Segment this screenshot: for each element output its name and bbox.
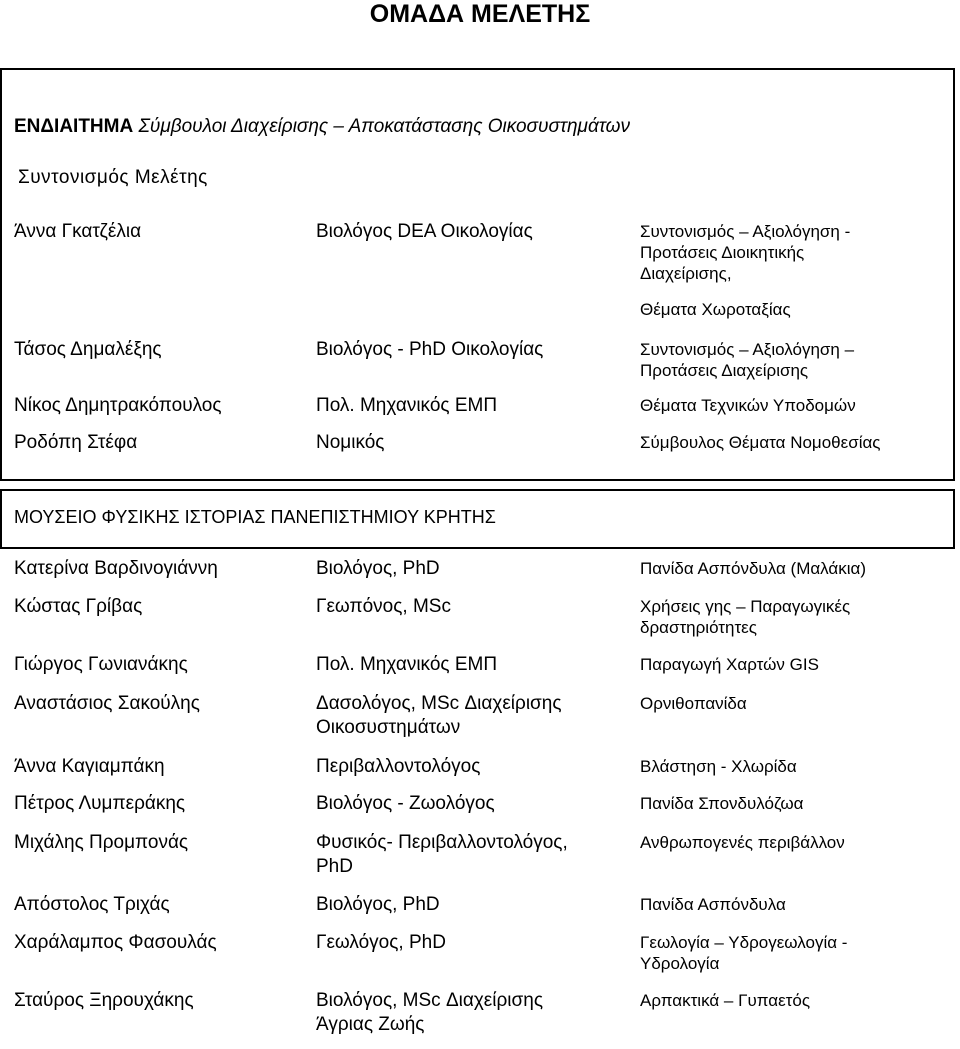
member-name: Απόστολος Τριχάς [14, 894, 170, 915]
member-name: Πέτρος Λυμπεράκης [14, 793, 186, 814]
member-name: Άννα Καγιαμπάκη [14, 756, 165, 777]
member-profession: Γεωπόνος, MSc [316, 596, 451, 617]
member-name: Κατερίνα Βαρδινογιάννη [14, 558, 218, 579]
page-title: ΟΜΑΔΑ ΜΕΛΕΤΗΣ [369, 0, 591, 28]
org-name: ΕΝΔΙΑΙΤΗΜΑ [14, 116, 134, 137]
member-profession: Φυσικός- Περιβαλλοντολόγος, PhD [316, 832, 568, 877]
member-name: Ροδόπη Στέφα [14, 432, 138, 453]
member-profession: Βιολόγος DEA Οικολογίας [316, 221, 533, 242]
member-profession: Βιολόγος, PhD [316, 894, 440, 915]
member-profession: Βιολόγος - Ζωολόγος [316, 793, 495, 814]
member-name: Σταύρος Ξηρουχάκης [14, 990, 194, 1011]
member-name: Αναστάσιος Σακούλης [14, 693, 200, 714]
member-profession: Πολ. Μηχανικός ΕΜΠ [316, 395, 498, 416]
section-heading-museum: ΜΟΥΣΕΙΟ ΦΥΣΙΚΗΣ ΙΣΤΟΡΙΑΣ ΠΑΝΕΠΙΣΤΗΜΙΟΥ ΚΡΗΤΗΣ [14, 507, 496, 527]
member-name: Χαράλαμπος Φασουλάς [14, 932, 217, 953]
member-role: Αρπακτικά – Γυπαετός [640, 991, 811, 1010]
member-role: Σύμβουλος Θέματα Νομοθεσίας [640, 433, 881, 452]
member-role: Παραγωγή Χαρτών GIS [640, 655, 819, 674]
member-name: Μιχάλης Προμπονάς [14, 832, 189, 853]
member-name: Κώστας Γρίβας [14, 596, 143, 617]
org-description: Σύμβουλοι Διαχείρισης – Αποκατάστασης Οικοσυστημάτων [138, 116, 630, 137]
member-role: Συντονισμός – Αξιολόγηση - Προτάσεις Διοικητικής Διαχείρισης, Θέματα Χωροταξίας [640, 222, 851, 319]
member-role: Χρήσεις γης – Παραγωγικές δραστηριότητες [640, 597, 851, 637]
member-profession: Βιολόγος, MSc Διαχείρισης Άγριας Ζωής [316, 990, 543, 1035]
member-profession: Δασολόγος, MSc Διαχείρισης Οικοσυστημάτων [316, 693, 562, 738]
member-role: Ανθρωπογενές περιβάλλον [640, 833, 845, 852]
member-role: Γεωλογία – Υδρογεωλογία - Υδρολογία [640, 933, 848, 973]
member-role: Πανίδα Ασπόνδυλα (Μαλάκια) [640, 559, 867, 578]
member-role: Βλάστηση - Χλωρίδα [640, 757, 797, 776]
member-role: Θέματα Τεχνικών Υποδομών [640, 396, 856, 415]
member-role: Ορνιθοπανίδα [640, 694, 747, 713]
coordination-subheading: Συντονισμός Μελέτης [18, 167, 208, 188]
member-profession: Βιολόγος, PhD [316, 558, 440, 579]
member-role: Πανίδα Σπονδυλόζωα [640, 794, 804, 813]
member-profession: Πολ. Μηχανικός ΕΜΠ [316, 654, 498, 675]
member-name: Τάσος Δημαλέξης [14, 339, 162, 360]
member-profession: Γεωλόγος, PhD [316, 932, 446, 953]
member-role: Πανίδα Ασπόνδυλα [640, 895, 786, 914]
member-name: Γιώργος Γωνιανάκης [14, 654, 188, 675]
member-profession: Περιβαλλοντολόγος [316, 756, 481, 777]
member-role: Συντονισμός – Αξιολόγηση – Προτάσεις Διαχείρισης [640, 340, 855, 380]
section-heading-endiaitima [14, 116, 630, 138]
member-profession: Νομικός [316, 432, 385, 453]
member-profession: Βιολόγος - PhD Οικολογίας [316, 339, 544, 360]
member-name: Άννα Γκατζέλια [14, 221, 142, 242]
member-name: Νίκος Δημητρακόπουλος [14, 395, 222, 416]
